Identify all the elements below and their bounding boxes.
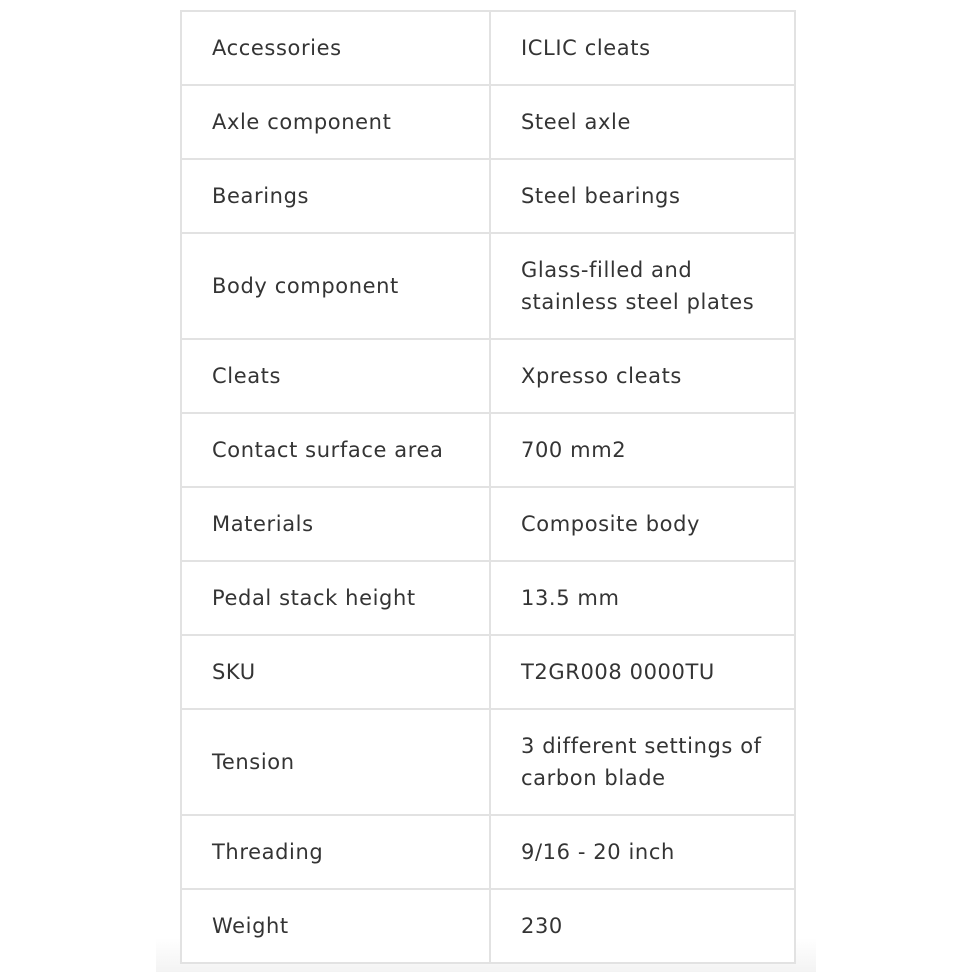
spec-label: Threading	[181, 815, 490, 889]
spec-row-bearings	[181, 159, 795, 233]
spec-label: Contact surface area	[181, 413, 490, 487]
spec-label: Axle component	[181, 85, 490, 159]
spec-row-contact-surface-area	[181, 413, 795, 487]
spec-row-axle-component	[181, 85, 795, 159]
spec-label: Tension	[181, 709, 490, 815]
spec-row-weight	[181, 889, 795, 963]
spec-value: ICLIC cleats	[490, 11, 795, 85]
spec-label: SKU	[181, 635, 490, 709]
spec-label: Weight	[181, 889, 490, 963]
spec-table	[180, 10, 796, 964]
spec-value: Composite body	[490, 487, 795, 561]
spec-value: 3 different settings of carbon blade	[490, 709, 795, 815]
spec-row-body-component	[181, 233, 795, 339]
spec-value: Glass-filled and stainless steel plates	[490, 233, 795, 339]
spec-value: T2GR008 0000TU	[490, 635, 795, 709]
spec-value: 9/16 - 20 inch	[490, 815, 795, 889]
spec-value: Xpresso cleats	[490, 339, 795, 413]
spec-value: Steel bearings	[490, 159, 795, 233]
spec-row-tension	[181, 709, 795, 815]
spec-label: Pedal stack height	[181, 561, 490, 635]
spec-row-cleats	[181, 339, 795, 413]
spec-label: Accessories	[181, 11, 490, 85]
spec-value: 13.5 mm	[490, 561, 795, 635]
spec-label: Materials	[181, 487, 490, 561]
spec-row-pedal-stack-height	[181, 561, 795, 635]
spec-row-sku	[181, 635, 795, 709]
spec-row-materials	[181, 487, 795, 561]
spec-value: 230	[490, 889, 795, 963]
spec-value: Steel axle	[490, 85, 795, 159]
spec-value: 700 mm2	[490, 413, 795, 487]
spec-row-threading	[181, 815, 795, 889]
spec-label: Bearings	[181, 159, 490, 233]
spec-label: Cleats	[181, 339, 490, 413]
spec-label: Body component	[181, 233, 490, 339]
spec-row-accessories	[181, 11, 795, 85]
